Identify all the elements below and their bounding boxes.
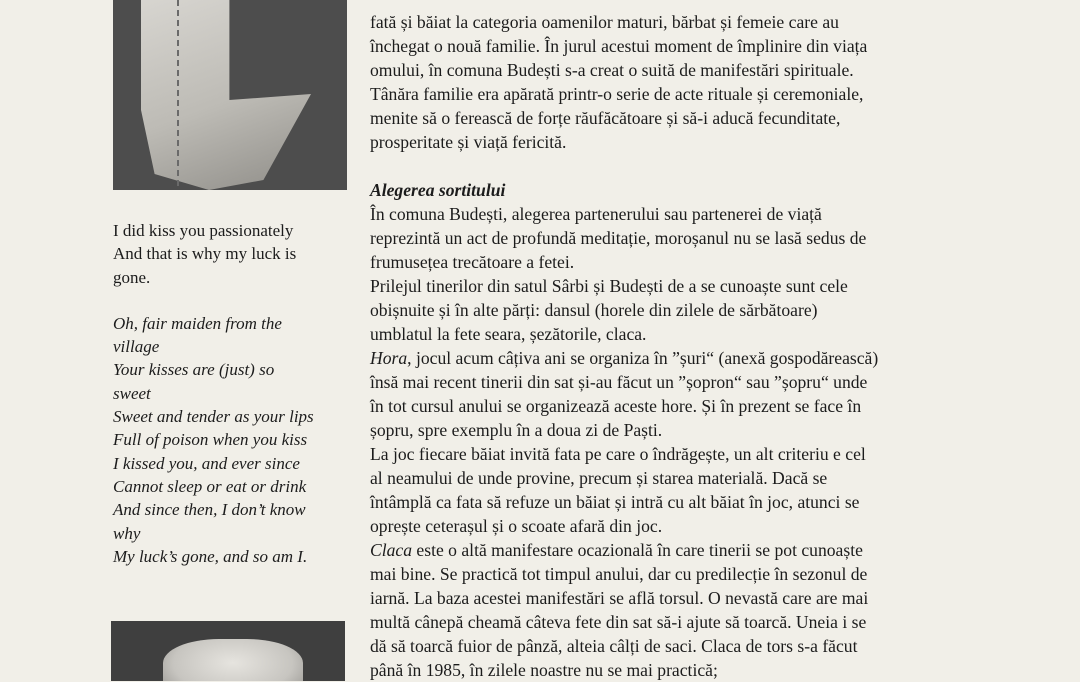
article-line: până în 1985, în zilele noastre nu se mai practică; [370, 660, 718, 680]
article-line: întâmplă ca fata să refuze un băiat și intră cu alt băiat în joc, atunci se [370, 492, 860, 512]
poem-line: Full of poison when you kiss [113, 430, 308, 450]
article-line: multă cânepă cheamă câteva fete din sat să-i ajute să toarcă. Uneia i se [370, 612, 867, 632]
article-line: șopru, spre exemplu în a doua zi de Paști. [370, 420, 663, 440]
article-line: în tot cursul anului se organizează aceste hore. Și în prezent se face în [370, 396, 862, 416]
poem-translation [113, 219, 353, 568]
article-line: frumusețea trecătoare a fetei. [370, 252, 575, 272]
poem-line: I kissed you, and ever since [113, 453, 300, 473]
poem-line: And that is why my luck is [113, 244, 297, 264]
article-line: Tânăra familie era apărată printr-o serie de acte rituale și ceremoniale, [370, 84, 864, 104]
poem-line: why [113, 523, 141, 543]
article-line: fată și băiat la categoria oamenilor maturi, bărbat și femeie care au [370, 12, 839, 32]
article-line: însă mai recent tinerii din sat și-au făcut un ”șopron“ sau ”șopru“ unde [370, 372, 868, 392]
term-claca: Claca [370, 540, 413, 560]
garment-image [141, 0, 311, 190]
article-line: obișnuite și în alte părți: dansul (horele din zilele de sărbătoare) [370, 300, 818, 320]
poem-line: village [113, 337, 160, 357]
poem-line: Cannot sleep or eat or drink [113, 476, 307, 496]
article-line: mai bine. Se practică tot timpul anului, dar cu predilecție în sezonul de [370, 564, 868, 584]
article-line: dă să toarcă fuior de pânză, alteia câlți de saci. Claca de tors s-a făcut [370, 636, 858, 656]
article-line: umblatul la fete seara, șezătorile, claca. [370, 324, 647, 344]
claca-text: este o altă manifestare ocazională în care tinerii se pot cunoaște [412, 540, 863, 560]
article-line [370, 538, 995, 562]
poem-line: Oh, fair maiden from the [113, 313, 282, 333]
poem-line: gone. [113, 267, 151, 287]
poem-line: sweet [113, 383, 151, 403]
article-line: închegat o nouă familie. În jurul acestui moment de împlinire din viața [370, 36, 868, 56]
term-hora: Hora [370, 348, 408, 368]
article-line [370, 346, 995, 370]
poem-line: My luck’s gone, and so am I. [113, 546, 308, 566]
poem-line: I did kiss you passionately [113, 221, 294, 240]
poem-line: Sweet and tender as your lips [113, 407, 314, 427]
poem-line: Your kisses are (just) so [113, 360, 275, 380]
article-line: omului, în comuna Budești s-a creat o suită de manifestări spirituale. [370, 60, 854, 80]
article-line: oprește ceterașul și o scoate afară din joc. [370, 516, 663, 536]
hora-text: , jocul acum câțiva ani se organiza în ”șuri“ (anexă gospodărească) [407, 348, 879, 368]
article-line: al neamului de unde provine, precum și starea materială. Dacă se [370, 468, 828, 488]
article-line: reprezintă un act de profundă meditație, moroșanul nu se lasă sedus de [370, 228, 867, 248]
garment-photo-bottom [111, 621, 345, 681]
article-body [370, 0, 995, 682]
article-line: Prilejul tinerilor din satul Sârbi și Budești de a se cunoaște sunt cele [370, 276, 848, 296]
article-line: iarnă. La baza acestei manifestări se află torsul. O nevastă care are mai [370, 588, 869, 608]
section-heading: Alegerea sortitului [370, 180, 506, 200]
article-line: La joc fiecare băiat invită fata pe care o îndrăgește, un alt criteriu e cel [370, 444, 866, 464]
article-line: menite să o ferească de forțe răufăcătoare și să-i aducă fecunditate, [370, 108, 841, 128]
garment-photo-top [113, 0, 347, 190]
article-line: prosperitate și viață fericită. [370, 132, 567, 152]
garment-seam [177, 0, 179, 190]
poem-line: And since then, I don’t know [113, 500, 306, 520]
article-line: În comuna Budești, alegerea partenerului sau partenerei de viață [370, 204, 822, 224]
